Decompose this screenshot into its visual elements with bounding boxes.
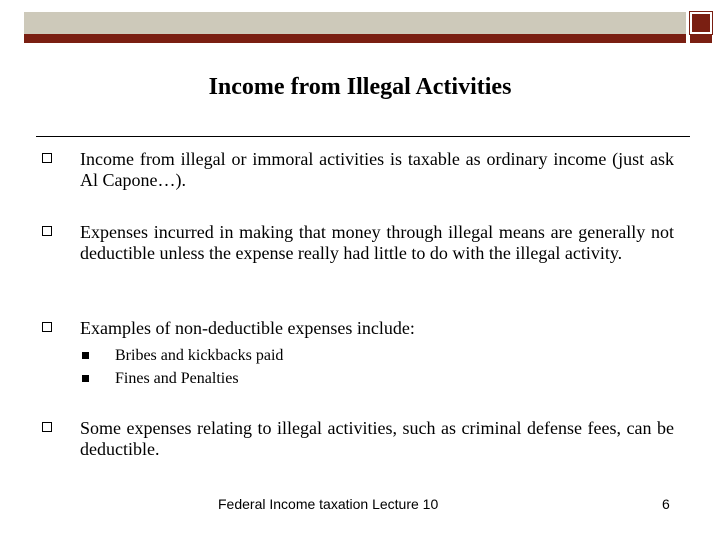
bullet-text: Some expenses relating to illegal activities, such as criminal defense fees, can be deductible. <box>80 418 674 459</box>
title-divider <box>36 136 690 137</box>
checkbox-bullet-icon <box>42 322 52 332</box>
square-bullet-icon <box>82 352 89 359</box>
page-number: 6 <box>662 496 670 512</box>
bullet-text: Income from illegal or immoral activities is taxable as ordinary income (just ask Al Capone…). <box>80 149 674 190</box>
header-decor-bar-light <box>24 12 686 34</box>
bullet-text: Expenses incurred in making that money through illegal means are generally not deductible unless the expense really had little to do with the illegal activity. <box>80 222 674 263</box>
header-corner-bar <box>690 34 712 43</box>
header-decor-bar-dark <box>24 34 686 43</box>
checkbox-bullet-icon <box>42 153 52 163</box>
slide-title: Income from Illegal Activities <box>208 74 512 100</box>
sub-bullet-text: Bribes and kickbacks paid <box>115 347 284 364</box>
checkbox-bullet-icon <box>42 422 52 432</box>
checkbox-bullet-icon <box>42 226 52 236</box>
header-corner-square <box>690 12 712 34</box>
bullet-text: Examples of non-deductible expenses include: <box>80 318 415 338</box>
sub-bullet-text: Fines and Penalties <box>115 370 239 387</box>
square-bullet-icon <box>82 375 89 382</box>
slide-footer: Federal Income taxation Lecture 10 <box>218 496 439 512</box>
